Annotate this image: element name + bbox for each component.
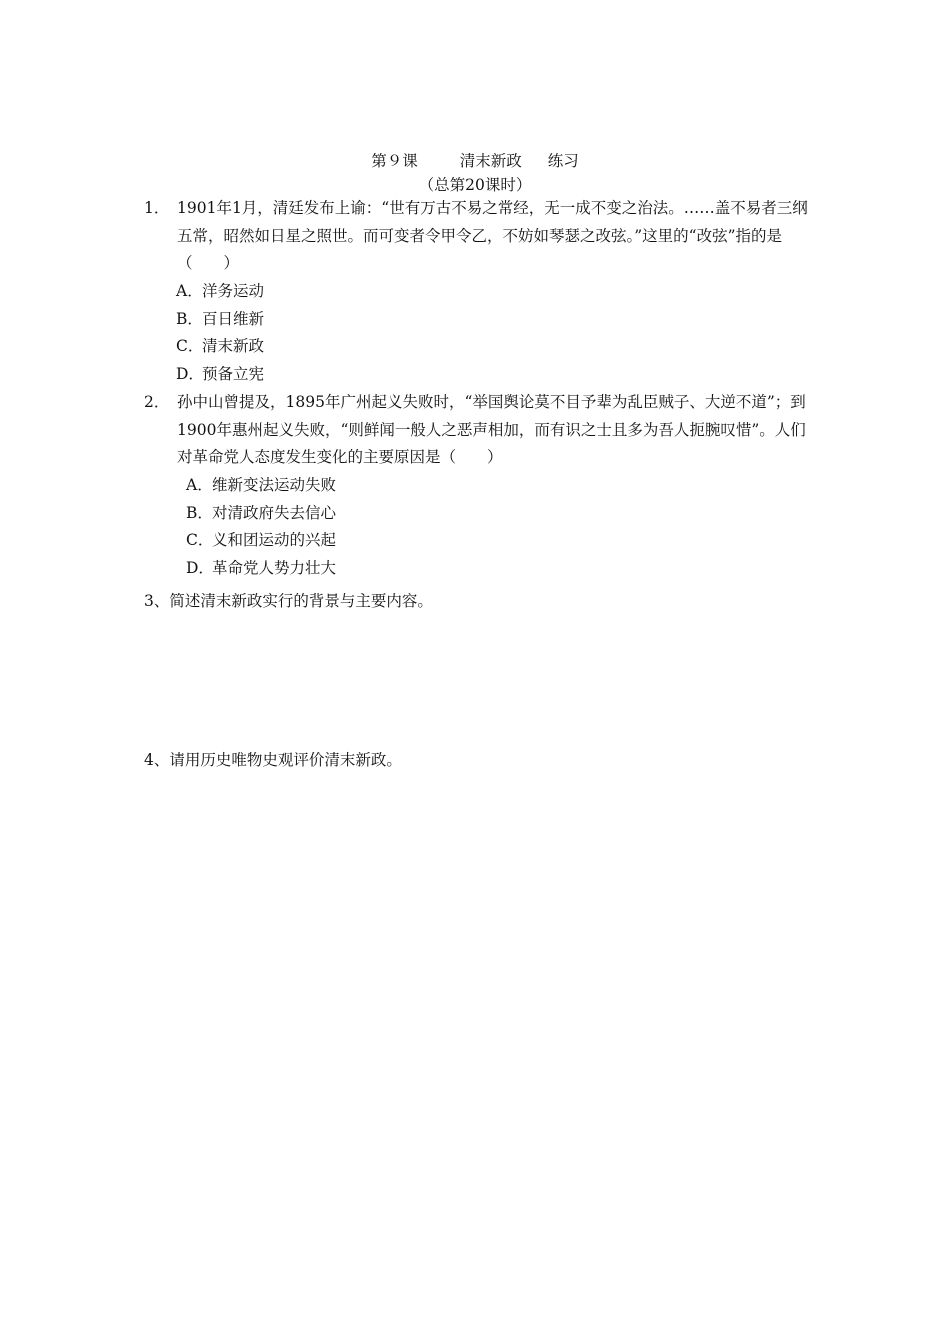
question-2 — [144, 389, 816, 472]
question-number: 1． — [144, 199, 170, 217]
title-kind: 练习 — [547, 152, 579, 170]
option-2d: D．革命党人势力壮大 — [186, 559, 337, 577]
option-1c: C．清末新政 — [176, 337, 265, 355]
title-topic: 清末新政 — [459, 152, 522, 170]
title-lesson: 第９课 — [371, 152, 418, 170]
question-3: 3、简述清末新政实行的背景与主要内容。 — [144, 592, 433, 610]
question-text: 1901年1月，清廷发布上谕：“世有万古不易之常经，无一成不变之治法。……盖不易者三纲五常，昭然如日星之照世。而可变者令甲令乙，不妨如琴瑟之改弦。”这里的“改弦”指的是（ ） — [177, 199, 808, 272]
option-1d: D．预备立宪 — [176, 365, 265, 383]
question-4: 4、请用历史唯物史观评价清末新政。 — [144, 751, 402, 769]
question-1 — [144, 195, 816, 278]
option-2a: A．维新变法运动失败 — [186, 476, 337, 494]
question-text: 孙中山曾提及，1895年广州起义失败时，“举国舆论莫不目予辈为乱臣贼子、大逆不道”；到1900年惠州起义失败，“则鲜闻一般人之恶声相加，而有识之士且多为吾人扼腕叹惜”。人们对革命党人态度发生变化的主要原因是（ ） — [177, 393, 806, 466]
option-2c: C．义和团运动的兴起 — [186, 531, 337, 549]
page-title — [0, 150, 950, 172]
option-2b: B．对清政府失去信心 — [186, 504, 337, 522]
option-1a: A．洋务运动 — [176, 282, 265, 300]
question-number: 2． — [144, 393, 170, 411]
page-subtitle: （总第20课时） — [418, 176, 532, 194]
option-1b: B．百日维新 — [176, 310, 265, 328]
